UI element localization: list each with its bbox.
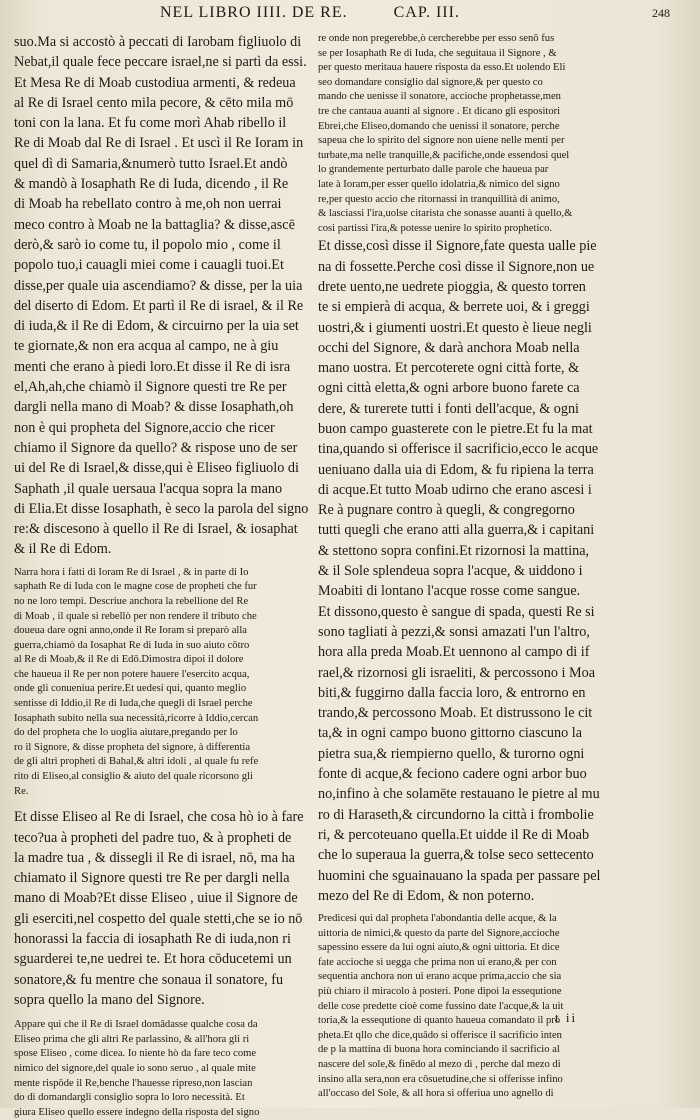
running-header: [160, 4, 670, 30]
text-line: menti che erano à piedi loro.Et disse il Re di isra: [14, 358, 291, 375]
text-line: uostri,& i giumenti uostri.Et questo è lieue negli: [318, 319, 592, 336]
text-line: de gli altri propheti di Bahal,& altri idoli , al quale fu refe: [14, 756, 259, 768]
text-line: Et dissono,questo è sangue di spada, questi Re si: [318, 603, 595, 620]
text-line: sapessino essere da lui ogni aiuto,& ogni uittoria. Et dice: [318, 942, 560, 954]
text-line: più chiaro il miracolo à posteri. Pone dipoi la essequtione: [318, 986, 562, 998]
text-line: sopra quello la mano del Signore.: [14, 991, 205, 1008]
text-line: dargli nella mano di Moab? & disse Iosaphath,oh: [14, 399, 294, 416]
text-line: mano di Moab?Et disse Eliseo , uiue il Signore de: [14, 890, 298, 907]
text-line: di Moab ha rebellato contro à me,oh non uerrai: [14, 196, 282, 213]
text-line: sonatore,& fu mentre che sonaua il sonatore, fu: [14, 971, 284, 988]
text-line: hora alla preda Moab.Et uennono al campo di if: [318, 644, 590, 661]
text-line: la madre tua , & dissegli il Re di israel, nō, ma ha: [14, 849, 295, 866]
text-line: no ne loro tempi. Descriue anchora la rebellione del Re: [14, 595, 249, 607]
text-line: de p la mattina di buona hora cominciando il sacrificio al: [318, 1044, 560, 1056]
text-line: mando che uenisse il sonatore, accioche prophetasse,men: [318, 91, 561, 103]
text-line: re:& discesono à quello il Re di Israel, & iosaphat: [14, 521, 298, 538]
text-line: Re à pugnare contro à quegli, & congregorno: [318, 502, 575, 519]
text-line: insino alla sera,non era cōsuetudine,che si offerisse infino: [318, 1073, 563, 1085]
text-line: spose Eliseo , come dicea. Io niente hò da fare teco come: [14, 1048, 257, 1060]
text-line: te giornate,& non era acqua al campo, ne à giu: [14, 338, 279, 355]
text-line: pietra sua,& riempierno quello, & turorno ogni: [318, 745, 585, 762]
text-line: pheta.Et qllo che dice,quādo si offerisce il sacrificio inten: [318, 1029, 562, 1041]
text-line: ogni città eletta,& ogni arbore buono farete ca: [318, 380, 580, 397]
text-line: fonte di acque,& feciono cadere ogni arbor buo: [318, 766, 587, 783]
text-line: Narra hora i fatti di Ioram Re di Israel , & in parte di Io: [14, 566, 249, 578]
text-line: do del propheta che lo uoglia aiutare,pregando per lo: [14, 727, 238, 739]
text-line: nimico del signore,del quale io sono seruo , al quale mite: [14, 1062, 256, 1074]
text-line: biti,& fuggirno dalla faccia loro, & entrorno en: [318, 684, 586, 701]
signature-mark: t ii: [555, 1010, 578, 1025]
text-line: Saphath ,il quale uersaua l'acqua sopra la mano: [14, 480, 283, 497]
text-line: turbate,ma nelle tranquille,& pacifiche,onde essendosi quel: [318, 149, 570, 161]
text-line: Iosaphath subito nella sua necessità,ricorre à Iddio,cercan: [14, 712, 259, 724]
text-line: delle cose predette cioè come fussino date l'acque,& la uit: [318, 1000, 564, 1012]
text-line: fate accioche si uegga che prima non ui erano,& per con: [318, 956, 557, 968]
text-line: saphath Re di Iuda con le magne cose de propheti che fur: [14, 581, 257, 593]
text-line: uittoria de nimici,& questo da parte del Signore,accioche: [318, 927, 560, 939]
text-line: se per Iosaphath Re di Iuda, che seguitaua il Signore , &: [318, 47, 557, 59]
text-line: ueniuano dalla uia di Edom, & fu ripiena la terra: [318, 461, 594, 478]
page-number: 248: [652, 6, 670, 20]
text-line: chiamato il Signore questi tre Re per dargli nella: [14, 870, 290, 887]
text-line: Et disse,così disse il Signore,fate questa ualle pie: [318, 238, 597, 255]
text-line: & mandò à Iosaphath Re di Iuda, dicendo , il Re: [14, 176, 289, 193]
text-line: teco?ua à propheti del padre tuo, & à propheti de: [14, 829, 292, 846]
text-line: per questo meritaua hauere risposta da esso.Et uolendo Eli: [318, 62, 566, 74]
text-line: dere, & turerete tutti i fonti dell'acque, & ogni: [318, 400, 580, 417]
text-line: toria,& la essequtione di quanto haueua comandato il pro: [318, 1015, 561, 1027]
text-line: lo grandemente perturbato dalle parole che haueua par: [318, 164, 549, 176]
text-line: Re di Moab dal Re di Israel . Et uscì il Re Ioram in: [14, 135, 304, 152]
text-line: chiamo il Signore da quello? & rispose uno de ser: [14, 439, 298, 456]
left-column: [14, 32, 309, 1118]
text-line: toni con la lana. Et fu come morì Ahab ribello il: [14, 115, 287, 132]
text-line: che lo superaua la guerra,& tolse seco settecento: [318, 847, 594, 864]
commentary-passage: [14, 566, 308, 800]
text-line: no,infino à che solamēte restauano le pietre al mu: [318, 786, 600, 803]
text-line: di Elia.Et disse Iosaphath, è seco la parola del signo: [14, 500, 309, 517]
text-line: guerra,chiamò da Iosaphat Re di Iuda in suo aiuto cōtro: [14, 639, 250, 651]
text-line: huomini che sguainauano la spada per passare pel: [318, 867, 601, 884]
text-line: ri, & percoteuano quella.Et uidde il Re di Moab: [318, 826, 590, 843]
scripture-passage: [14, 32, 308, 560]
text-line: derò,& sarò io come tu, il popolo mio , come il: [14, 236, 281, 253]
text-line: mezo del Re di Edom, & non poterno.: [318, 887, 535, 904]
text-line: all'occaso del Sole, & all hora si offeriua uno agnello di: [318, 1088, 554, 1100]
header-chapter: CAP. III.: [393, 4, 460, 21]
text-line: Et Mesa Re di Moab custodiua armenti, & redeua: [14, 74, 296, 91]
text-line: nascere del sole,& finēdo al mezo dì , perche dal mezo di: [318, 1059, 561, 1071]
commentary-passage: [14, 1018, 308, 1120]
text-line: late à Ioram,per esser quello idolatria,& nimico del signo: [318, 178, 560, 190]
text-line: che haueua il Re per non potere hauere l'esercito acqua,: [14, 668, 250, 680]
right-column: [318, 32, 682, 1100]
text-line: Nebat,il quale fece peccare israel,ne si partì da essi.: [14, 54, 307, 71]
text-line: popolo tuo,i cauagli miei come i cauagli tuoi.Et: [14, 257, 284, 274]
commentary-passage: [318, 912, 682, 1102]
text-line: suo.Ma si accostò à peccati di Iarobam figliuolo di: [14, 34, 302, 50]
text-line: & il Re di Edom.: [14, 541, 112, 558]
commentary-continuation: [318, 32, 682, 906]
text-line: al Re di Israel cento mila pecore, & cēto mila mō: [14, 94, 294, 111]
text-line: do di domandargli consiglio sopra lo loro necessità. Et: [14, 1092, 245, 1104]
text-line: Ebrei,che Eliseo,domando che uenissi il sonatore, perche: [318, 120, 560, 132]
text-line: al Re di Moab,& il Re di Edō.Dimostra dipoi il dolore: [14, 654, 244, 666]
text-line: cosi partissi l'ira,& potesse uenire lo spirito prophetico.: [318, 222, 553, 234]
text-line: drete uento,ne uedrete pioggia, & questo torren: [318, 278, 586, 295]
scripture-passage: [14, 807, 308, 1010]
text-line: sequentia anchora non ui erano acque prima,accio che sia: [318, 971, 562, 983]
text-line: sono tagliati à pezzi,& sonsi amazati l'un l'altro,: [318, 623, 590, 640]
text-line: Re.: [14, 785, 29, 797]
text-line: rael,& rizornosi gli israeliti, & percossono i Moa: [318, 664, 595, 681]
text-line: doueua dare ogni anno,onde il Re Ioram si preparò alla: [14, 625, 247, 637]
text-line: di acque.Et tutto Moab udirno che erano ascesi i: [318, 481, 592, 498]
text-line: tutti quegli che erano atti alla guerra,& i capitani: [318, 522, 595, 539]
text-line: na di fossette.Perche così disse il Signore,non ue: [318, 258, 595, 275]
text-line: re,per questo accio che ritornassi in tranquillità di animo,: [318, 193, 560, 205]
text-line: mente rispōde il Re,benche l'hauesse ripreso,non lascian: [14, 1077, 253, 1089]
text-line: del diserto di Edom. Et partì il Re di israel, & il Re: [14, 297, 304, 314]
text-line: ta,& in ogni campo buono gittorno ciascuno la: [318, 725, 582, 742]
text-line: Moabiti di lontano l'acque rosse come sangue.: [318, 583, 581, 600]
text-line: trando,& percossono Moab. Et distrussono le cit: [318, 705, 593, 722]
text-line: honorassi la faccia di iosaphath Re di iuda,non ri: [14, 931, 291, 947]
text-line: re onde non pregerebbe,ò cercherebbe per esso senō fus: [318, 33, 555, 44]
text-line: rito di Eliseo,al consiglio & aiuto del quale ricorsono gli: [14, 771, 253, 783]
text-line: buon campo guasterete con le pietre.Et fu la mat: [318, 420, 593, 437]
text-line: ro il Signore, & disse propheta del signore, à differentia: [14, 741, 251, 753]
text-line: & il Sole splendeua sopra l'acque, & uiddono i: [318, 563, 583, 580]
text-line: di iuda,& il Re di Edom, & circuirno per la uia set: [14, 318, 299, 335]
text-line: tre che cantaua auanti al signore . Et dicano gli espositori: [318, 105, 561, 117]
text-line: Appare qui che il Re di Israel domādasse qualche cosa da: [14, 1019, 258, 1031]
text-line: sentisse di Iddio,il Re di Iuda,che quegli di Israel perche: [14, 698, 253, 710]
text-line: giura Eliseo quello essere indegno della risposta del signo: [14, 1106, 260, 1118]
text-line: & lasciassi l'ira,uolse citarista che sonasse auanti à quello,&: [318, 208, 573, 220]
text-line: occhi del Signore, & darà anchora Moab nella: [318, 339, 580, 356]
text-line: Et disse Eliseo al Re di Israel, che cosa hò io à fare: [14, 809, 304, 826]
text-line: quel dì di Samaria,&numerò tutto Israel.Et andò: [14, 155, 288, 172]
text-line: di Moab , il quale si rebellò per non rendere il tributo che: [14, 610, 257, 622]
text-line: onde gli conueniua perire.Et uedesi qui, quanto meglio: [14, 683, 247, 695]
text-line: te si empierà di acqua, & berrete uoi, & i greggi: [318, 299, 590, 316]
text-line: ui del Re di Israel,& disse,qui è Eliseo figliuolo di: [14, 460, 299, 477]
text-line: sguarderei te,ne uedrei te. Et hora cōducetemi un: [14, 951, 292, 968]
text-line: ro di Haraseth,& circundorno la città i frombolie: [318, 806, 594, 823]
text-line: sapeua che lo spirito del signore non uiene nelle menti per: [318, 135, 565, 147]
text-line: Eliseo prima che gli altri Re parlassino, & all'hora gli ri: [14, 1033, 250, 1045]
text-line: disse,per quale uia ascendiamo? & disse, per la uia: [14, 277, 303, 294]
text-line: non è qui propheta del Signore,accio che ricer: [14, 419, 275, 436]
text-line: gli eserciti,nel cospetto del quale stetti,che se io nō: [14, 910, 303, 927]
text-line: & stettono sopra confini.Et rizornosi la mattina,: [318, 542, 590, 559]
header-book: NEL LIBRO IIII. DE RE.: [160, 4, 348, 21]
text-line: seo domandare consiglio dal signore,& per questo co: [318, 76, 543, 88]
text-line: Predicesi qui dal propheta l'abondantia delle acque, & la: [318, 913, 557, 925]
text-line: meco contro à Moab ne la battaglia? & disse,ascē: [14, 216, 295, 233]
text-line: el,Ah,ah,che chiamò il Signore questi tre Re per: [14, 379, 287, 396]
text-line: tina,quando si offerisce il sacrificio,ecco le acque: [318, 441, 599, 458]
text-line: mano uostra. Et percoterete ogni città forte, &: [318, 360, 580, 377]
